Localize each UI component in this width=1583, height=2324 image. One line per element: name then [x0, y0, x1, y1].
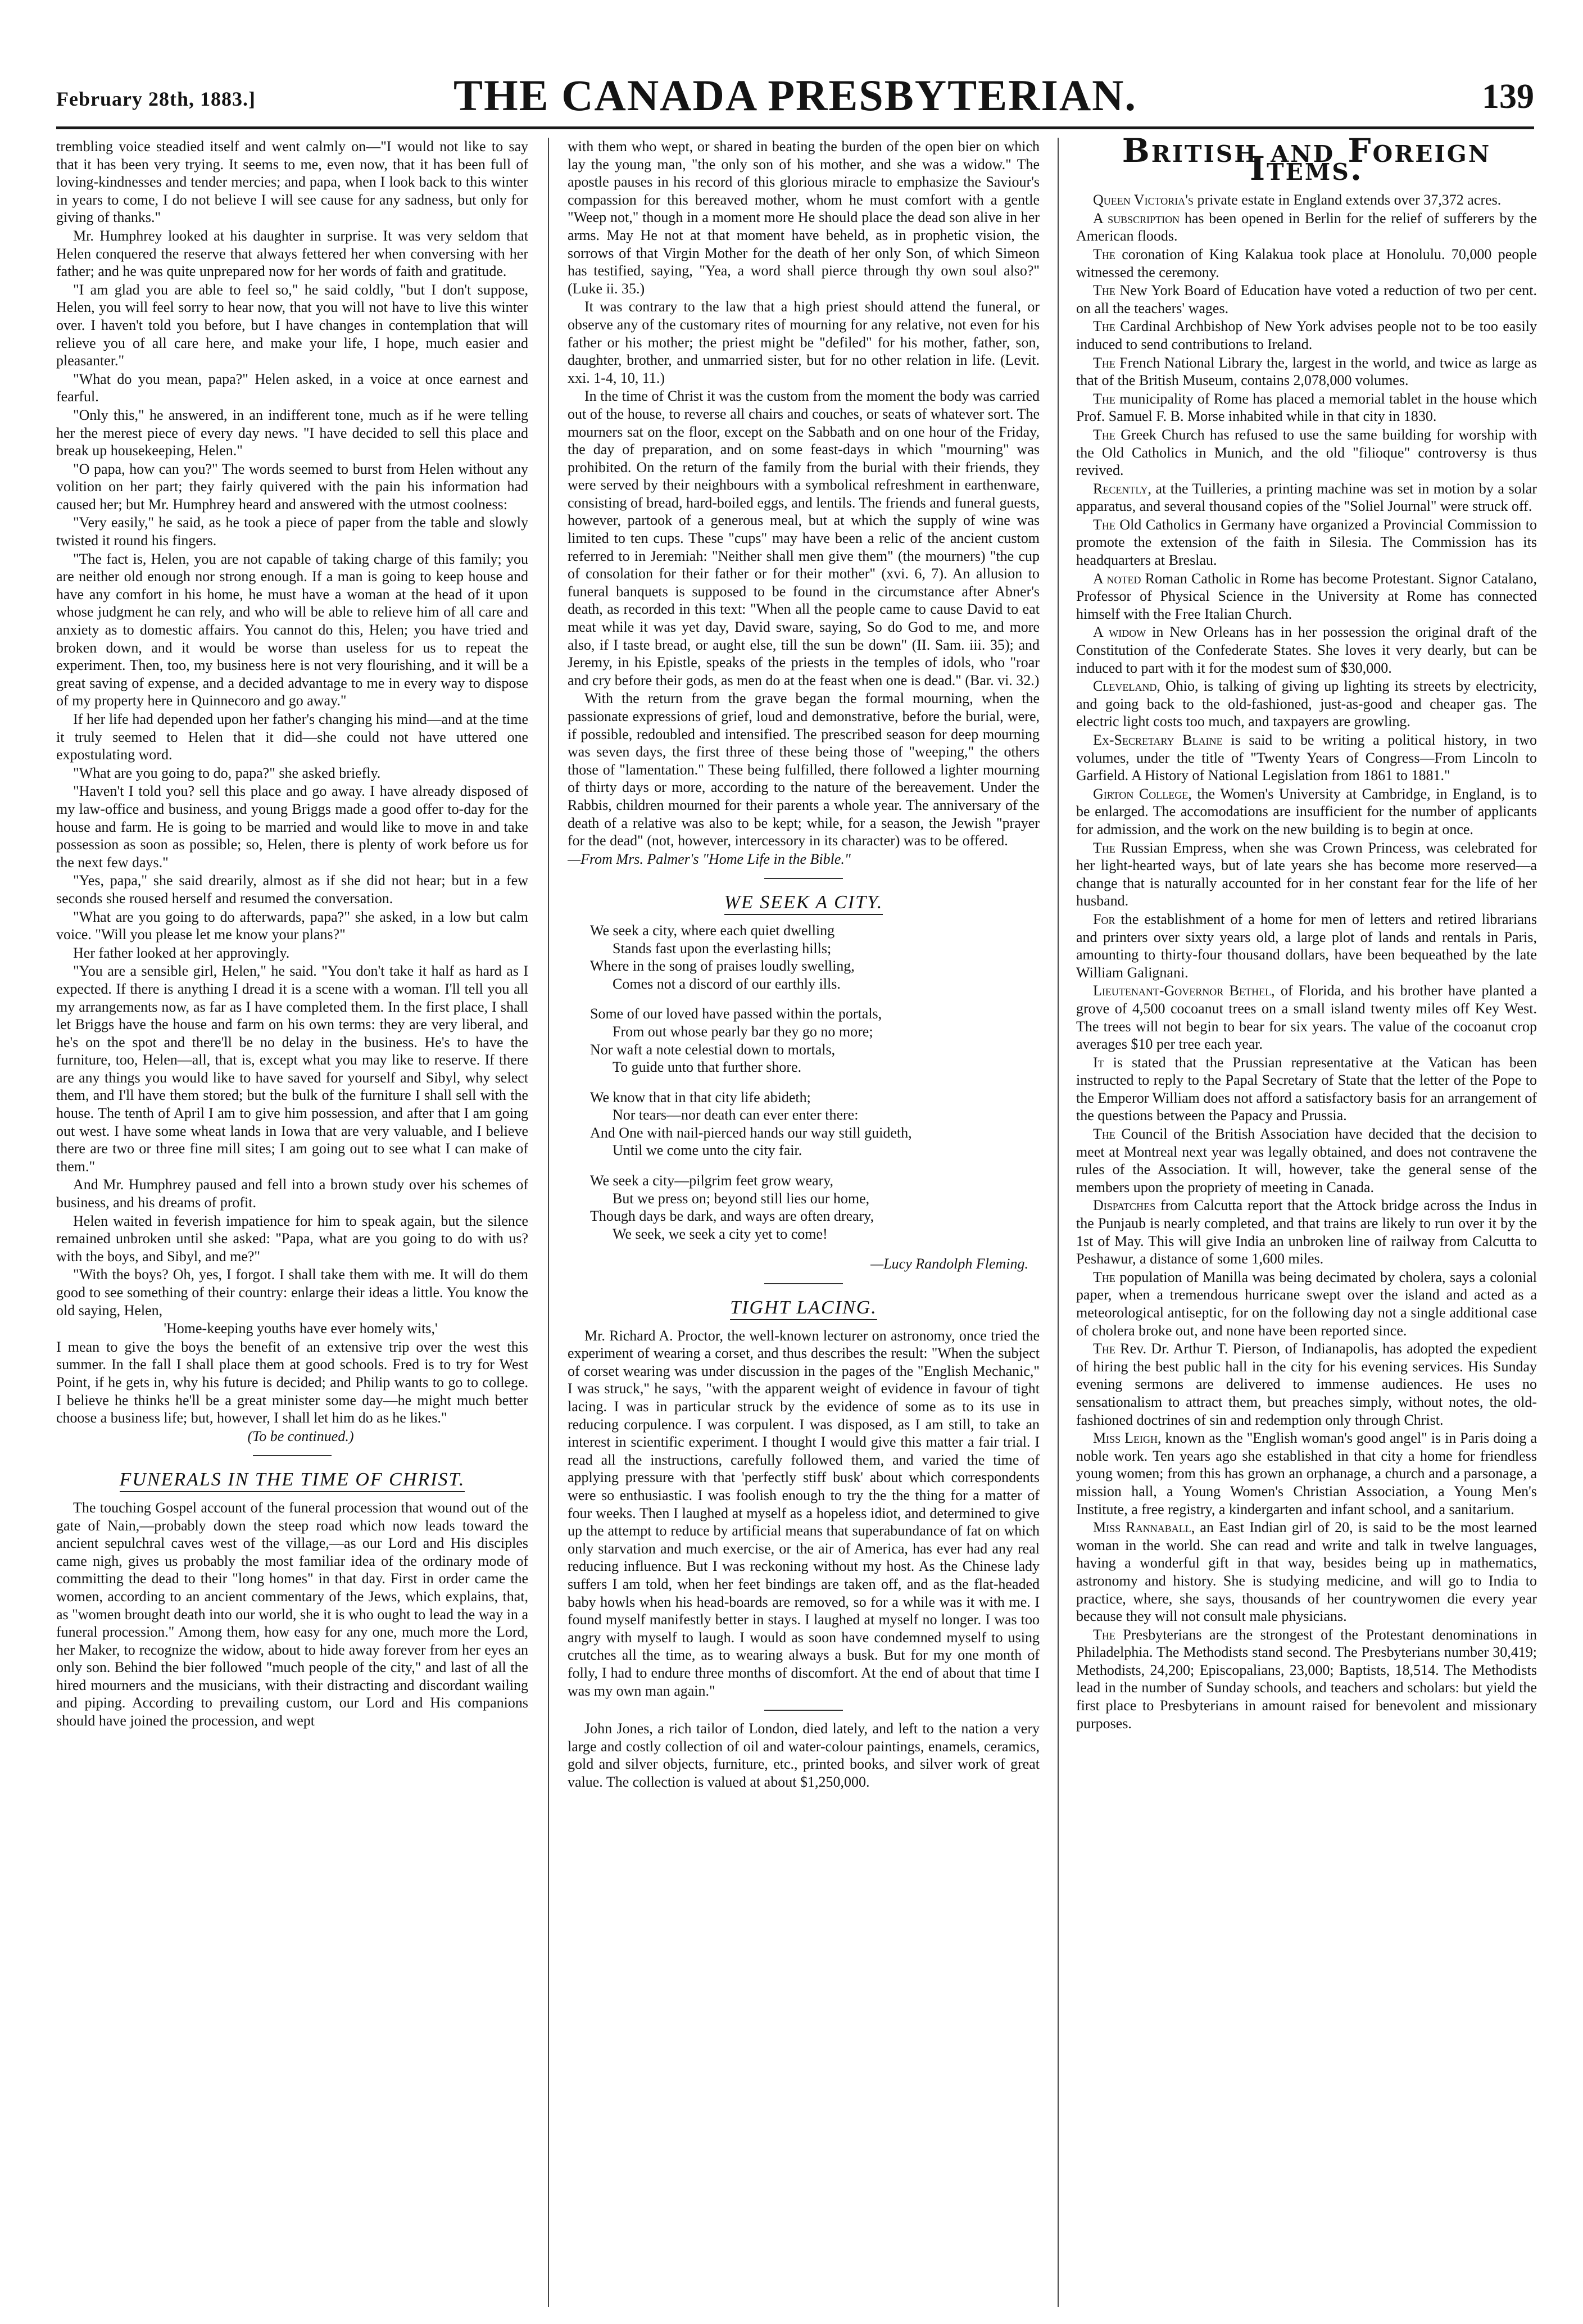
poem	[590, 922, 1040, 1243]
paragraph: "With the boys? Oh, yes, I forgot. I shall take them with me. It will do them good to see something of their country: enlarge their ideas a little. You know the old saying, Helen,	[56, 1266, 528, 1319]
funerals-heading: FUNERALS IN THE TIME OF CHRIST.	[56, 1471, 528, 1489]
tight-lacing-heading: TIGHT LACING.	[568, 1299, 1040, 1317]
quoted-line: 'Home-keeping youths have ever homely wits,'	[164, 1320, 438, 1337]
news-item-text: at the Tuilleries, a printing machine was set in motion by a solar apparatus, and several thousand copies of the "Soliel Journal" were struck off.	[1076, 480, 1537, 515]
poem-line: We seek a city—pilgrim feet grow weary,	[590, 1172, 833, 1189]
news-item	[1076, 677, 1537, 731]
news-item	[1076, 318, 1537, 353]
news-item-lead: It	[1093, 1054, 1104, 1071]
news-item-text: an East Indian girl of 20, is said to be the most learned woman in the world. She can read and write and talk in twelve languages, having a wonderful gift in that way, besides being up in mathematics, astronomy and history. She is studying medicine, and will go to India to practice, where, she says, thousands of her countrywomen die every year because they will not consult male physicians.	[1076, 1519, 1537, 1625]
page-number: 139	[1482, 78, 1534, 116]
news-item-text: Roman Catholic in Rome has become Protestant. Signor Catalano, Professor of Physical Science in the University at Rome has connected himself with the Free Italian Church.	[1076, 570, 1537, 622]
poem-line: From out whose pearly bar they go no more;	[613, 1023, 873, 1040]
news-item-text: of Florida, and his brother have planted a grove of 4,500 cocoanut trees on a small island twenty miles off Key West. The trees will not begin to bear for six years. The value of the cocoanut crop averages $10 per tree each year.	[1076, 982, 1537, 1053]
news-item	[1076, 623, 1537, 677]
news-item-text: Cardinal Archbishop of New York advises people not to be too easily induced to send contributions to Ireland.	[1076, 318, 1537, 352]
news-item-text: the Women's University at Cambridge, in England, is to be enlarged. The accomodations are insufficient for the number of applicants for admission, and the work on the new building is to begin at once.	[1076, 785, 1537, 837]
column-divider	[548, 138, 549, 2307]
news-item-text: French National Library the, largest in the world, and twice as large as that of the British Museum, contains 2,078,000 volumes.	[1076, 354, 1537, 389]
news-item-text: Rev. Dr. Arthur T. Pierson, of Indianapolis, has adopted the expedient of hiring the best public hall in the city for his evening services. His Sunday evening sermons are delivered to immense audiences. He uses no sensationalism to attract them, but preaches simply, without notes, the old-fashioned doctrines of sin and redemption only through Christ.	[1076, 1340, 1537, 1428]
paragraph: It was contrary to the law that a high priest should attend the funeral, or observe any of the customary rites of mourning for any relative, not even for his father or his mother; the priest might be "defiled" for his mother, father, son, daughter, brother, and unmarried sister, but for no other relation in life. (Levit. xxi. 1-4, 10, 11.)	[568, 298, 1040, 386]
news-item-text: known as the "English woman's good angel" is in Paris doing a noble work. Ten years ago she established in that city a home for friendless young women; from this has grown an orphanage, a church and a parsonage, a mission hall, a Young Women's Christian Association, a Young Men's Institute, a free registry, a kindergarten and infant school, and a sanitarium.	[1076, 1430, 1537, 1517]
poem-line: Until we come unto the city fair.	[613, 1142, 802, 1159]
column-2	[568, 138, 1040, 2307]
news-item-lead: The	[1093, 516, 1115, 533]
news-item-lead: Dispatches	[1093, 1197, 1156, 1214]
news-item	[1076, 1054, 1537, 1125]
news-item-lead: The	[1093, 1340, 1115, 1357]
newspaper-title: THE CANADA PRESBYTERIAN.	[453, 71, 1137, 120]
news-item	[1076, 354, 1537, 389]
news-item	[1076, 1125, 1537, 1196]
poem-line: Comes not a discord of our earthly ills.	[613, 975, 841, 992]
news-item	[1076, 731, 1537, 785]
news-item-lead: The	[1093, 354, 1115, 371]
news-item-text: is stated that the Prussian representative at the Vatican has been instructed to reply to the Papal Secretary of State that the letter of the Pope to the Emperor William does not afford a satisfactory basis for an arrangement of the questions between the Papacy and Prussia.	[1076, 1054, 1537, 1124]
poem-line: And One with nail-pierced hands our way still guideth,	[590, 1124, 912, 1141]
tight-lacing-article	[568, 1327, 1040, 1700]
news-item-lead: For	[1093, 910, 1115, 927]
poem-stanza	[590, 922, 1040, 993]
news-item	[1076, 1340, 1537, 1429]
news-item-lead: The	[1093, 318, 1115, 335]
news-item	[1076, 982, 1537, 1053]
poem-line: We seek, we seek a city yet to come!	[613, 1225, 828, 1242]
paragraph: "What are you going to do afterwards, papa?" she asked, in a low but calm voice. "Will you please let me know your plans?"	[56, 908, 528, 943]
news-item-text: from Calcutta report that the Attock bridge across the Indus in the Punjaub is nearly completed, and that trains are likely to run over it by the 1st of May. This will give India an unbroken line of railway from Calcutta to Peshawur, a distance of some 1,600 miles.	[1076, 1197, 1537, 1267]
paragraph: "Only this," he answered, in an indifferent tone, much as if he were telling her the merest piece of every day news. "I have decided to sell this place and break up housekeeping, Helen."	[56, 406, 528, 459]
paragraph: Mr. Humphrey looked at his daughter in surprise. It was very seldom that Helen conquered the reserve that always fettered her when conversing with her father; and he was quite unprepared now for her words of faith and gratitude.	[56, 227, 528, 280]
news-item-text: coronation of King Kalakua took place at Honolulu. 70,000 people witnessed the ceremony.	[1076, 246, 1537, 280]
news-item-lead: A widow	[1093, 624, 1146, 641]
paragraph: "Haven't I told you? sell this place and go away. I have already disposed of my law-office and business, and young Briggs made a good offer to-day for the house and farm. He is going to be married and would like to move in and take possession as soon as possible; so, Helen, there is plenty of work before us for the next few days."	[56, 783, 528, 871]
section-separator	[253, 1455, 332, 1456]
news-item-text: New York Board of Education have voted a reduction of two per cent. on all the teachers' wages.	[1076, 282, 1537, 316]
funerals-article-continued	[568, 138, 1040, 850]
british-foreign-items-title: British and Foreign Items.	[1122, 138, 1491, 188]
news-item-lead: Recently,	[1093, 480, 1152, 497]
news-item	[1076, 1197, 1537, 1267]
paragraph: And Mr. Humphrey paused and fell into a brown study over his schemes of business, and his dreams of profit.	[56, 1176, 528, 1211]
poem-attribution: —Lucy Randolph Fleming.	[870, 1256, 1028, 1272]
poem-stanza	[590, 1089, 1040, 1159]
paragraph: Mr. Richard A. Proctor, the well-known lecturer on astronomy, once tried the experiment of wearing a corset, and thus describes the result: "When the subject of corset wearing was under discussion in the pages of the "English Mechanic," I was struck," he says, "with the apparent weight of evidence in favour of tight lacing. I was in particular struck by the evidence of some as to its use in reducing corpulence. I was corpulent. I was disposed, as I am still, to take an interest in scientific experiment. I thought I would give this matter a fair trial. I read all the instructions, carefully followed them, and varied the time of applying pressure with that 'perfectly stiff busk' about which correspondents were so enthusiastic. I was foolish enough to try the the thing for a matter of four weeks. Then I laughed at myself as a hopeless idiot, and determined to give up the attempt to reduce by artificial means that superabundance of fat on which only starvation and much exercise, or the air of America, has ever had any real reducing influence. But I was reckoning without my host. As the Chinese lady suffers I am told, when her feet bindings are taken off, and as the flat-headed baby howls when his head-boards are removed, so for a while was it with me. I found myself manifestly better in stays. I laughed at myself no longer. I was too angry with myself to laugh. I would as soon have condemned myself to using crutches all the time, as to wearing always a busk. But for my one month of folly, I had to endure three months of discomfort. At the end of about that time I was my own man again."	[568, 1327, 1040, 1699]
news-item	[1076, 1269, 1537, 1339]
news-item-lead: The	[1093, 1126, 1115, 1143]
news-item	[1076, 282, 1537, 317]
news-item	[1076, 390, 1537, 425]
news-item	[1076, 480, 1537, 515]
poem-line: But we press on; beyond still lies our home,	[613, 1190, 870, 1207]
paragraph: With the return from the grave began the formal mourning, when the passionate expressions of grief, loud and demonstrative, before the burial, were, if possible, redoubled and intensified. The prescribed season for deep mourning was seven days, the first three of these being those of "weeping," the others those of "lamentation." These being fulfilled, there followed a lighter mourning of thirty days or more, according to the nature of the bereavement. Under the Rabbis, children mourned for their parents a whole year. The anniversary of the death of a relative was also to be kept; while, for a season, the Jewish "prayer for the dead" (not, however, intercessory in its character) was to be offered.	[568, 690, 1040, 849]
paragraph: "Yes, papa," she said drearily, almost as if she did not hear; but in a few seconds she roused herself and resumed the conversation.	[56, 872, 528, 907]
paragraph: "What do you mean, papa?" Helen asked, in a voice at once earnest and fearful.	[56, 370, 528, 405]
news-item-text: municipality of Rome has placed a memorial tablet in the house which Prof. Samuel F. B. Morse inhabited while in that city in 1830.	[1076, 390, 1537, 425]
paragraph: "The fact is, Helen, you are not capable of taking charge of this family; you are neither old enough nor strong enough. If a man is going to keep house and have any comfort in his home, he must have a woman at the head of it upon whose judgment he can rely, and who will be able to relieve him of all care and anxiety as to domestic affairs. You cannot do this, Helen; you have tried and broken down, and it would be worse than useless for us to repeat the experiment. Then, too, my business here is not very flourishing, and it will be a great saving of expense, and a decided advantage to me in every way to dispose of my property here in Quinnecoro and go away."	[56, 550, 528, 709]
issue-date: February 28th, 1883.]	[56, 88, 256, 110]
column-divider	[1058, 138, 1059, 2307]
poem-line: Nor tears—nor death can ever enter there:	[613, 1107, 859, 1124]
story-continuation	[56, 138, 528, 1319]
news-item-text: Ohio, is talking of giving up lighting its streets by electricity, and going back to the old-fashioned, just-as-good and cheaper gas. The electric light costs too much, and taxpayers are growling.	[1076, 678, 1537, 730]
news-item	[1076, 910, 1537, 981]
news-item-text: Russian Empress, when she was Crown Princess, was celebrated for her light-hearted ways, but of late years she has become more reserved—a change that is naturally accounted for in her constant fear for the life of her husband.	[1076, 839, 1537, 909]
news-item-lead: A noted	[1093, 570, 1141, 587]
news-item-lead: The	[1093, 282, 1115, 299]
news-item-text: has been opened in Berlin for the relief of sufferers by the American floods.	[1076, 210, 1537, 244]
poem-line: Some of our loved have passed within the portals,	[590, 1005, 882, 1022]
paragraph: Helen waited in feverish impatience for him to speak again, but the silence remained unbroken until she asked: "Papa, what are you going to do with us? with the boys, and Sibyl, and me?"	[56, 1212, 528, 1265]
news-items-list	[1076, 191, 1537, 1732]
section-separator	[764, 878, 843, 879]
news-item-lead: Miss Rannaball,	[1093, 1519, 1195, 1536]
news-item	[1076, 1519, 1537, 1625]
to-be-continued: (To be continued.)	[247, 1428, 354, 1444]
news-item-text: Presbyterians are the strongest of the Protestant denominations in Philadelphia. The Methodists stand second. The Presbyterians number 30,419; Methodists, 24,200; Episcopalians, 23,000; Baptists, 18,514. The Methodists lead in the number of Sunday schools, and teachers and scholars: but yield the first place to Presbyterians in amount raised for benevolent and missionary purposes.	[1076, 1626, 1537, 1732]
news-item-lead: Ex-Secretary Blaine	[1093, 732, 1223, 748]
news-item-text: is said to be writing a political history, in two volumes, under the title of "Twenty Years of Congress—From Lincoln to Garfield. A History of National Legislation from 1861 to 1881."	[1076, 732, 1537, 784]
news-item-lead: Lieutenant-Governor Bethel,	[1093, 982, 1275, 999]
news-item	[1076, 570, 1537, 623]
news-item-text: the establishment of a home for men of letters and retired librarians and printers over sixty years old, a large plot of lands and rentals in Paris, amounting to thirty-four thousand dollars, have been bequeathed by the late William Galignani.	[1076, 910, 1537, 981]
paragraph: with them who wept, or shared in beating the burden of the open bier on which lay the young man, "the only son of his mother, and she was a widow." The apostle pauses in his record of this glorious miracle to emphasize the Saviour's compassion for this bereaved mother, whom he must comfort with a gentle "Weep not," though in a moment more He should place the dead son alive in her arms. May He not at that moment have beheld, as in prophetic vision, the sorrows of that Virgin Mother for the death of her only Son, of which Simeon has testified, saying, "Yea, a word shall pierce through thy own soul also?" (Luke ii. 35.)	[568, 138, 1040, 297]
paragraph: "I am glad you are able to feel so," he said coldly, "but I don't suppose, Helen, you will feel sorry to hear now, that you will not have to live this winter over. I haven't told you before, but I have changes in contemplation that will relieve you of all care here, and make your life, I hope, much easier and pleasanter."	[56, 281, 528, 369]
news-item-text: Council of the British Association have decided that the decision to meet at Montreal next year was legally obtained, and does not contravene the rules of the Association. It will, however, take the general sense of the members upon the propriety of meeting in Canada.	[1076, 1126, 1537, 1195]
paragraph: "What are you going to do, papa?" she asked briefly.	[73, 764, 381, 781]
news-item-lead: The	[1093, 426, 1115, 443]
paragraph: "O papa, how can you?" The words seemed to burst from Helen without any volition on her part; they fairly quivered with the pain his information had caused her; but Mr. Humphrey heard and answered with the utmost coolness:	[56, 460, 528, 513]
news-item-text: Greek Church has refused to use the same building for worship with the Old Catholics in Munich, and the old "filioque" controversy is thus revived.	[1076, 426, 1537, 479]
news-item-lead: Miss Leigh,	[1093, 1430, 1162, 1447]
news-item-lead: The	[1093, 246, 1115, 262]
news-item	[1076, 1626, 1537, 1733]
funerals-article	[56, 1499, 528, 1730]
poem-line: We seek a city, where each quiet dwelling	[590, 922, 835, 939]
news-item-lead: The	[1093, 1626, 1115, 1643]
poem-line: Stands fast upon the everlasting hills;	[613, 940, 832, 957]
news-item-text: Old Catholics in Germany have organized a Provincial Commission to promote the extension of the faith in Silesia. The Commission has its headquarters at Breslau.	[1076, 516, 1537, 569]
poem-line: We know that in that city life abideth;	[590, 1089, 811, 1106]
paragraph: Her father looked at her approvingly.	[73, 944, 290, 961]
article-source: —From Mrs. Palmer's "Home Life in the Bible."	[568, 850, 851, 867]
column-3	[1076, 138, 1537, 2307]
poem-line: To guide unto that further shore.	[613, 1059, 802, 1076]
poem-stanza	[590, 1005, 1040, 1076]
news-item-lead: The	[1093, 839, 1115, 856]
section-separator	[764, 1710, 843, 1711]
news-item	[1076, 191, 1537, 209]
poem-stanza	[590, 1172, 1040, 1243]
column-1	[56, 138, 528, 2307]
section-separator	[764, 1283, 843, 1284]
story-paragraph: I mean to give the boys the benefit of an extensive trip over the west this summer. In the fall I shall place them at good schools. Fred is to try for West Point, if he gets in, why his future is decided; and Philip wants to go to college. I believe he thinks he'll be a great minister some day—he might much better choose a business life; but, however, I shall let him do as he likes."	[56, 1338, 528, 1426]
news-item	[1076, 516, 1537, 569]
news-item	[1076, 1429, 1537, 1518]
paragraph: If her life had depended upon her father's changing his mind—and at the time it truly seemed to Helen that it did—she could not have uttered one expostulating word.	[56, 711, 528, 763]
paragraph: "You are a sensible girl, Helen," he said. "You don't take it half as hard as I expected. If there is anything I dread it is a scene with a woman. I'll tell you all my arrangements now, as far as I have completed them. In the first place, I shall let Briggs have the house and farm on his own terms: they are very liberal, and he's on the spot and there'll be no delay in the business. He's to have the furniture, too, Helen—all, that is, except what you may like to reserve. If there are any things you would like to have saved for yourself and Sibyl, why select them, and I'll have them stored; but the bulk of the furniture I shall sell with the house. The tenth of April I am to give him possession, and after that I am going out west. I have some wheat lands in Iowa that are very valuable, and I believe there are two or three fine mill sites; I am going out to see what I can make of them."	[56, 963, 528, 1175]
poem-line: Where in the song of praises loudly swelling,	[590, 958, 855, 975]
paragraph: The touching Gospel account of the funeral procession that wound out of the gate of Nain,—probably down the steep road which now leads toward the ancient sepulchral caves west of the village,—as our Lord and His disciples came nigh, gives us probably the most familiar idea of the ordinary mode of committing the dead to their "long homes" in that day. First in order came the women, according to an ancient commentary of the Jews, which explains, that, as "women brought death into our world, she it is who ought to lead the way in a funeral procession." Among them, how easy for any one, much more the Lord, her Maker, to recognize the widow, about to hide away forever from her eyes an only son. Behind the bier followed "much people of the city," and last of all the hired mourners and the musicians, with their distracting and discordant wailing and piping. According to prevailing custom, our Lord and His companions should have joined the procession, and wept	[56, 1499, 528, 1729]
masthead	[56, 65, 1534, 129]
news-item	[1076, 210, 1537, 245]
news-item-text: private estate in England extends over 37,372 acres.	[1193, 192, 1502, 209]
news-item-lead: A subscription	[1093, 210, 1180, 226]
poem-line: Though days be dark, and ways are often dreary,	[590, 1208, 874, 1225]
news-item-lead: Girton College,	[1093, 785, 1192, 802]
news-item-text: in New Orleans has in her possession the original draft of the Constitution of the Confederate States. She loves it very dearly, but can be induced to part with it for the modest sum of $30,000.	[1076, 624, 1537, 676]
paragraph: "Very easily," he said, as he took a piece of paper from the table and slowly twisted it round his fingers.	[56, 514, 528, 549]
news-item-text: population of Manilla was being decimated by cholera, says a colonial paper, when a tremendous hurricane swept over the island and acted as a meteorological antiseptic, for on the following day not a single additional case of cholera broke out, and none have been reported since.	[1076, 1269, 1537, 1339]
paragraph: trembling voice steadied itself and went calmly on—"I would not like to say that it has been very trying. It seems to me, even now, that it has been full of loving-kindnesses and tender mercies; and papa, when I look back to this winter in years to come, I do not believe I will see cause for any sadness, but only for giving of thanks."	[56, 138, 528, 226]
news-item	[1076, 426, 1537, 479]
news-item-lead: Queen Victoria's	[1093, 192, 1194, 209]
jones-paragraph: John Jones, a rich tailor of London, died lately, and left to the nation a very large and costly collection of oil and water-colour paintings, enamels, ceramics, gold and silver objects, furniture, etc., printed books, and silver work of great value. The collection is valued at about $1,250,000.	[568, 1720, 1040, 1790]
poem-line: Nor waft a note celestial down to mortals,	[590, 1041, 836, 1058]
paragraph: In the time of Christ it was the custom from the moment the body was carried out of the house, to reverse all chairs and couches, or seats of whatever sort. The mourners sat on the floor, except on the Sabbath and on one hour of the Friday, the day of preparation, and on some feast-days in which "mourning" was prohibited. On the return of the family from the burial with their friends, they were served by their neighbours with a symbolical refreshment in earthenware, consisting of bread, hard-boiled eggs, and lentils. The friends and funeral guests, however, partook of a generous meal, but at which the supply of wine was limited to ten cups. These "cups" may have been a relic of the ancient custom referred to in Jeremiah: "Neither shall men give them" (the mourners) "the cup of consolation for their father or for their mother" (xvi. 6, 7). An allusion to funeral banquets is supposed to be found in the circumstance after Abner's death, as recorded in this text: "When all the people came to cause David to eat meat while it was yet day, David sware, saying, So do God to me, and more also, if I taste bread, or aught else, till the sun be down" (II. Sam. iii. 35); and Jeremy, in his Epistle, speaks of the priests in the temples of idols, who "roar and cry before their gods, as men do at the feast when one is dead." (Bar. vi. 32.)	[568, 388, 1040, 688]
news-item	[1076, 785, 1537, 839]
news-item-lead: The	[1093, 1269, 1115, 1285]
news-item-lead: The	[1093, 390, 1115, 407]
news-item	[1076, 839, 1537, 910]
news-item-lead: Cleveland,	[1093, 678, 1160, 695]
poem-heading: WE SEEK A CITY.	[568, 894, 1040, 912]
news-item	[1076, 246, 1537, 281]
